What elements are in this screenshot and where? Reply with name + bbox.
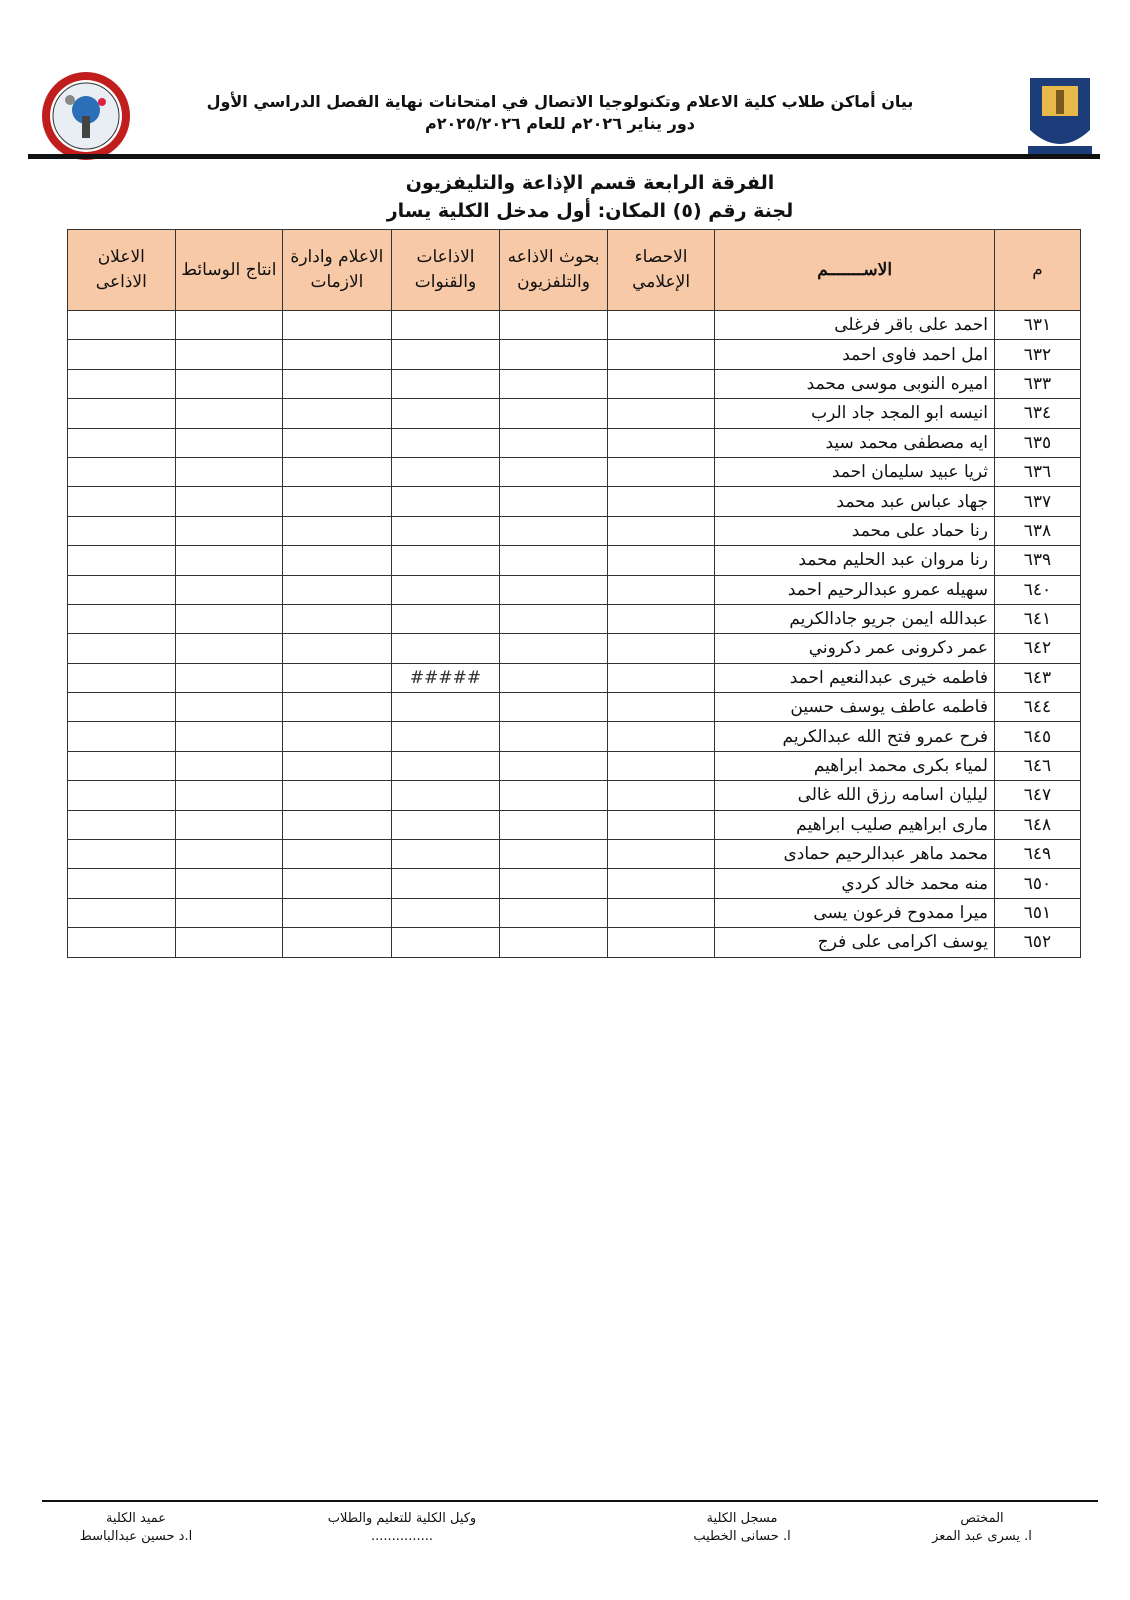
subject-6-cell <box>68 840 176 869</box>
subject-5-cell <box>175 311 283 340</box>
subject-3-cell <box>391 428 500 457</box>
student-name: يوسف اكرامى على فرج <box>715 928 995 957</box>
subject-3-cell <box>391 693 500 722</box>
subject-5-cell <box>175 869 283 898</box>
subject-4-cell <box>283 751 392 780</box>
signature-specialist <box>872 1510 1092 1546</box>
signature-vice-dean <box>292 1510 512 1546</box>
subject-2-cell <box>500 457 608 486</box>
subject-5-cell <box>175 928 283 957</box>
student-name: جهاد عباس عبد محمد <box>715 487 995 516</box>
row-number: ٦٥١ <box>994 898 1080 927</box>
student-name: ثريا عبيد سليمان احمد <box>715 457 995 486</box>
subject-4-cell <box>283 898 392 927</box>
subject-2-cell <box>500 369 608 398</box>
document-header-line-1: بيان أماكن طلاب كلية الاعلام وتكنولوجيا الاتصال في امتحانات نهاية الفصل الدراسي الأول <box>206 92 914 111</box>
subject-4-cell <box>283 428 392 457</box>
subject-3-cell <box>391 399 500 428</box>
subject-5-cell <box>175 487 283 516</box>
subject-1-cell <box>607 516 715 545</box>
subject-2-cell <box>500 604 608 633</box>
subject-6-cell <box>68 781 176 810</box>
subject-5-cell <box>175 722 283 751</box>
signature-name: ............... <box>371 1529 433 1544</box>
subject-5-cell <box>175 340 283 369</box>
subject-3-cell <box>391 840 500 869</box>
subject-6-cell <box>68 399 176 428</box>
subject-6-cell <box>68 928 176 957</box>
subject-5-cell <box>175 663 283 692</box>
student-name: عبدالله ايمن جريو جادالكريم <box>715 604 995 633</box>
subject-3-cell <box>391 869 500 898</box>
subject-2-cell <box>500 840 608 869</box>
subject-2-cell <box>500 634 608 663</box>
subject-1-cell <box>607 663 715 692</box>
table-row <box>68 634 1081 663</box>
student-name: ايه مصطفى محمد سيد <box>715 428 995 457</box>
subject-6-cell <box>68 516 176 545</box>
subject-4-cell <box>283 575 392 604</box>
subject-1-cell <box>607 722 715 751</box>
student-name: فاطمه عاطف يوسف حسين <box>715 693 995 722</box>
subject-1-cell <box>607 810 715 839</box>
table-row <box>68 399 1081 428</box>
subject-3-cell <box>391 369 500 398</box>
signature-title: عميد الكلية <box>105 1511 167 1526</box>
subject-6-cell <box>68 810 176 839</box>
table-row <box>68 369 1081 398</box>
subject-2-cell <box>500 751 608 780</box>
subject-2-cell <box>500 575 608 604</box>
university-logo-icon <box>1020 72 1100 162</box>
subject-5-cell <box>175 546 283 575</box>
subject-1-cell <box>607 399 715 428</box>
subject-2-cell <box>500 340 608 369</box>
table-row <box>68 722 1081 751</box>
subject-1-cell <box>607 340 715 369</box>
student-name: انيسه ابو المجد جاد الرب <box>715 399 995 428</box>
subject-1-cell <box>607 751 715 780</box>
subject-2-cell <box>500 311 608 340</box>
table-row <box>68 457 1081 486</box>
subject-5-cell <box>175 781 283 810</box>
table-row <box>68 340 1081 369</box>
subject-3-cell <box>391 898 500 927</box>
subject-1-cell <box>607 781 715 810</box>
seating-table <box>67 229 1081 958</box>
row-number: ٦٤٥ <box>994 722 1080 751</box>
subject-3-cell <box>391 781 500 810</box>
table-row <box>68 751 1081 780</box>
subject-1-cell <box>607 898 715 927</box>
committee-location: لجنة رقم (٥) المكان: أول مدخل الكلية يسار <box>386 200 794 222</box>
subject-2-cell <box>500 487 608 516</box>
signature-name: ا. حسانى الخطيب <box>693 1529 791 1544</box>
header-divider <box>28 154 1100 159</box>
subject-5-cell <box>175 810 283 839</box>
subject-2-cell <box>500 928 608 957</box>
table-row <box>68 928 1081 957</box>
row-number: ٦٥٢ <box>994 928 1080 957</box>
table-row <box>68 869 1081 898</box>
table-row <box>68 898 1081 927</box>
row-number: ٦٤٧ <box>994 781 1080 810</box>
subject-3-cell <box>391 457 500 486</box>
subject-3-cell <box>391 311 500 340</box>
subject-6-cell <box>68 869 176 898</box>
subject-5-cell <box>175 898 283 927</box>
subject-1-cell <box>607 575 715 604</box>
subject-1-cell <box>607 693 715 722</box>
row-number: ٦٣٤ <box>994 399 1080 428</box>
row-number: ٦٣٧ <box>994 487 1080 516</box>
signature-name: ا.د حسين عبدالباسط <box>79 1529 193 1544</box>
signature-dean <box>26 1510 246 1546</box>
subject-1-cell <box>607 457 715 486</box>
subject-4-cell <box>283 604 392 633</box>
subject-2-cell <box>500 810 608 839</box>
subject-4-cell <box>283 810 392 839</box>
col-header-num: م <box>994 230 1080 311</box>
subject-2-cell <box>500 516 608 545</box>
student-name: سهيله عمرو عبدالرحيم احمد <box>715 575 995 604</box>
subject-5-cell <box>175 604 283 633</box>
subject-4-cell <box>283 663 392 692</box>
subject-1-cell <box>607 487 715 516</box>
subject-1-cell <box>607 311 715 340</box>
row-number: ٦٤٦ <box>994 751 1080 780</box>
table-row <box>68 810 1081 839</box>
subject-6-cell <box>68 487 176 516</box>
subject-1-cell <box>607 604 715 633</box>
subject-6-cell <box>68 457 176 486</box>
student-name: فرح عمرو فتح الله عبدالكريم <box>715 722 995 751</box>
row-number: ٦٣٢ <box>994 340 1080 369</box>
subject-6-cell <box>68 663 176 692</box>
student-name: فاطمه خيرى عبدالنعيم احمد <box>715 663 995 692</box>
subject-5-cell <box>175 399 283 428</box>
student-name: ميرا ممدوح فرعون يسى <box>715 898 995 927</box>
student-name: ليليان اسامه رزق الله غالى <box>715 781 995 810</box>
student-name: منه محمد خالد كردي <box>715 869 995 898</box>
table-row <box>68 840 1081 869</box>
table-row <box>68 428 1081 457</box>
student-name: لمياء بكرى محمد ابراهيم <box>715 751 995 780</box>
signature-registrar <box>632 1510 852 1546</box>
subject-5-cell <box>175 840 283 869</box>
subject-6-cell <box>68 604 176 633</box>
subject-5-cell <box>175 457 283 486</box>
subject-6-cell <box>68 340 176 369</box>
row-number: ٦٤٤ <box>994 693 1080 722</box>
subject-4-cell <box>283 840 392 869</box>
student-name: احمد على باقر فرغلى <box>715 311 995 340</box>
section-title: الفرقة الرابعة قسم الإذاعة والتليفزيون <box>405 172 775 194</box>
subject-4-cell <box>283 487 392 516</box>
subject-3-cell <box>391 634 500 663</box>
subject-2-cell <box>500 898 608 927</box>
subject-4-cell <box>283 369 392 398</box>
footer-divider <box>42 1500 1098 1502</box>
row-number: ٦٣٥ <box>994 428 1080 457</box>
row-number: ٦٤٠ <box>994 575 1080 604</box>
col-header-subject-3: الاذاعات والقنوات <box>391 230 500 311</box>
subject-3-cell <box>391 340 500 369</box>
table-row <box>68 604 1081 633</box>
subject-6-cell <box>68 751 176 780</box>
subject-1-cell <box>607 546 715 575</box>
subject-4-cell <box>283 340 392 369</box>
subject-3-cell <box>391 604 500 633</box>
subject-5-cell <box>175 428 283 457</box>
subject-3-cell: ##### <box>391 663 500 692</box>
subject-2-cell <box>500 722 608 751</box>
row-number: ٦٤٨ <box>994 810 1080 839</box>
row-number: ٦٥٠ <box>994 869 1080 898</box>
signature-title: المختص <box>960 1511 1004 1526</box>
row-number: ٦٤٢ <box>994 634 1080 663</box>
subject-1-cell <box>607 840 715 869</box>
subject-4-cell <box>283 869 392 898</box>
table-row <box>68 693 1081 722</box>
table-row <box>68 575 1081 604</box>
subject-4-cell <box>283 928 392 957</box>
signature-title: مسجل الكلية <box>706 1511 778 1526</box>
document-header-line-2: دور يناير ٢٠٢٦م للعام ٢٠٢٥/٢٠٢٦م <box>425 114 695 133</box>
table-row <box>68 663 1081 692</box>
subject-2-cell <box>500 869 608 898</box>
subject-4-cell <box>283 311 392 340</box>
table-row <box>68 487 1081 516</box>
subject-1-cell <box>607 369 715 398</box>
subject-2-cell <box>500 399 608 428</box>
student-name: اميره النوبى موسى محمد <box>715 369 995 398</box>
row-number: ٦٣٨ <box>994 516 1080 545</box>
subject-1-cell <box>607 928 715 957</box>
subject-4-cell <box>283 516 392 545</box>
col-header-subject-6: الاعلان الاذاعى <box>68 230 176 311</box>
subject-5-cell <box>175 575 283 604</box>
row-number: ٦٣١ <box>994 311 1080 340</box>
student-name: رنا مروان عبد الحليم محمد <box>715 546 995 575</box>
subject-3-cell <box>391 810 500 839</box>
student-name: محمد ماهر عبدالرحيم حمادى <box>715 840 995 869</box>
subject-4-cell <box>283 457 392 486</box>
subject-4-cell <box>283 781 392 810</box>
subject-3-cell <box>391 928 500 957</box>
subject-3-cell <box>391 722 500 751</box>
col-header-subject-2: بحوث الاذاعه والتلفزيون <box>500 230 608 311</box>
table-row <box>68 781 1081 810</box>
subject-2-cell <box>500 546 608 575</box>
subject-1-cell <box>607 869 715 898</box>
subject-1-cell <box>607 634 715 663</box>
subject-3-cell <box>391 751 500 780</box>
subject-2-cell <box>500 781 608 810</box>
subject-6-cell <box>68 369 176 398</box>
signature-name: ا. يسرى عبد المعز <box>932 1529 1032 1544</box>
subject-3-cell <box>391 575 500 604</box>
subject-5-cell <box>175 751 283 780</box>
subject-6-cell <box>68 693 176 722</box>
subject-1-cell <box>607 428 715 457</box>
subject-6-cell <box>68 634 176 663</box>
table-row <box>68 516 1081 545</box>
col-header-subject-1: الاحصاء الإعلامي <box>607 230 715 311</box>
table-row <box>68 311 1081 340</box>
table-row <box>68 546 1081 575</box>
row-number: ٦٤٣ <box>994 663 1080 692</box>
student-name: مارى ابراهيم صليب ابراهيم <box>715 810 995 839</box>
subject-4-cell <box>283 722 392 751</box>
subject-3-cell <box>391 516 500 545</box>
subject-6-cell <box>68 575 176 604</box>
subject-6-cell <box>68 546 176 575</box>
student-name: امل احمد فاوى احمد <box>715 340 995 369</box>
subject-6-cell <box>68 311 176 340</box>
subject-5-cell <box>175 634 283 663</box>
subject-5-cell <box>175 693 283 722</box>
subject-6-cell <box>68 898 176 927</box>
subject-6-cell <box>68 722 176 751</box>
subject-4-cell <box>283 546 392 575</box>
faculty-logo-icon <box>40 70 132 162</box>
subject-3-cell <box>391 487 500 516</box>
col-header-subject-4: الاعلام وادارة الازمات <box>283 230 392 311</box>
subject-2-cell <box>500 693 608 722</box>
col-header-name: الاســـــــم <box>715 230 995 311</box>
row-number: ٦٤٩ <box>994 840 1080 869</box>
col-header-subject-5: انتاج الوسائط <box>175 230 283 311</box>
subject-5-cell <box>175 516 283 545</box>
row-number: ٦٣٦ <box>994 457 1080 486</box>
signature-title: وكيل الكلية للتعليم والطلاب <box>327 1511 477 1526</box>
subject-4-cell <box>283 693 392 722</box>
subject-5-cell <box>175 369 283 398</box>
row-number: ٦٣٣ <box>994 369 1080 398</box>
subject-6-cell <box>68 428 176 457</box>
subject-4-cell <box>283 399 392 428</box>
row-number: ٦٤١ <box>994 604 1080 633</box>
subject-4-cell <box>283 634 392 663</box>
subject-2-cell <box>500 428 608 457</box>
student-name: رنا حماد على محمد <box>715 516 995 545</box>
subject-2-cell <box>500 663 608 692</box>
subject-3-cell <box>391 546 500 575</box>
student-name: عمر دكرونى عمر دكروني <box>715 634 995 663</box>
row-number: ٦٣٩ <box>994 546 1080 575</box>
